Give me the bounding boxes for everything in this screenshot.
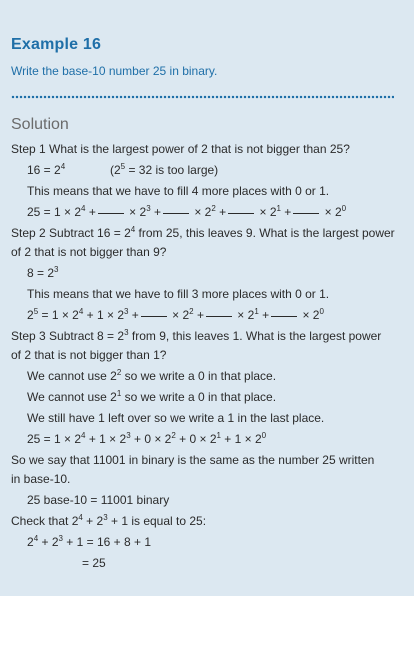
fill-3-places: This means that we have to fill 3 more places with 0 or 1.	[27, 287, 330, 301]
expansion-final: $25 = 1 \times 2^4 + 1 \times 2^3 + 0 \times 2^2 + 0 \times 2^1 + 1 \times 2^0$	[27, 431, 267, 446]
check-sum: $2^4 + 2^3 + 1 = 16 + 8 + 1$	[27, 534, 152, 549]
step3-question: Step 3 Subtract $8 = 2^3$ from 9, this leaves 1. What is the largest power	[11, 328, 382, 343]
conclusion: So we say that 11001 in binary is the same as the number 25 written	[11, 453, 375, 467]
conclusion-cont: in base-10.	[11, 472, 71, 486]
example-prompt: Write the base-10 number 25 in binary.	[11, 64, 218, 78]
cannot-use-2-1: We cannot use $2^1$ so we write a 0 in that place.	[27, 389, 277, 404]
power-8: $8 = 2^3$	[27, 265, 59, 280]
fill-4-places: This means that we have to fill 4 more places with 0 or 1.	[27, 184, 330, 198]
dotted-divider	[11, 95, 394, 99]
power-16: $16 = 2^4$	[27, 162, 66, 177]
example-title: Example 16	[11, 36, 102, 53]
power-note: ($2^5 = 32$ is too large)	[110, 162, 219, 177]
solution-heading: Solution	[11, 116, 69, 133]
result: 25 base-10 = 11001 binary	[27, 493, 170, 507]
expansion-2: $2^5 = 1 \times 2^4 + 1 \times 2^3$ + × $2^2$ + × $2^1$ + × $2^0$	[27, 307, 324, 322]
check-result: = 25	[82, 556, 106, 570]
step1-question: Step 1 What is the largest power of 2 that is not bigger than 25?	[11, 142, 350, 156]
step2-question-cont: of 2 that is not bigger than 9?	[11, 245, 167, 259]
step2-question: Step 2 Subtract $16 = 2^4$ from 25, this leaves 9. What is the largest power	[11, 225, 395, 240]
still-have-1: We still have 1 left over so we write a 1 in the last place.	[27, 411, 325, 425]
step3-question-cont: of 2 that is not bigger than 1?	[11, 348, 167, 362]
check-intro: Check that $2^4 + 2^3 + 1$ is equal to 25:	[11, 513, 207, 528]
cannot-use-2-2: We cannot use $2^2$ so we write a 0 in that place.	[27, 368, 277, 383]
expansion-1: $25 = 1 \times 2^4$ + × $2^3$ + × $2^2$ + × $2^1$ + × $2^0$	[27, 204, 347, 219]
